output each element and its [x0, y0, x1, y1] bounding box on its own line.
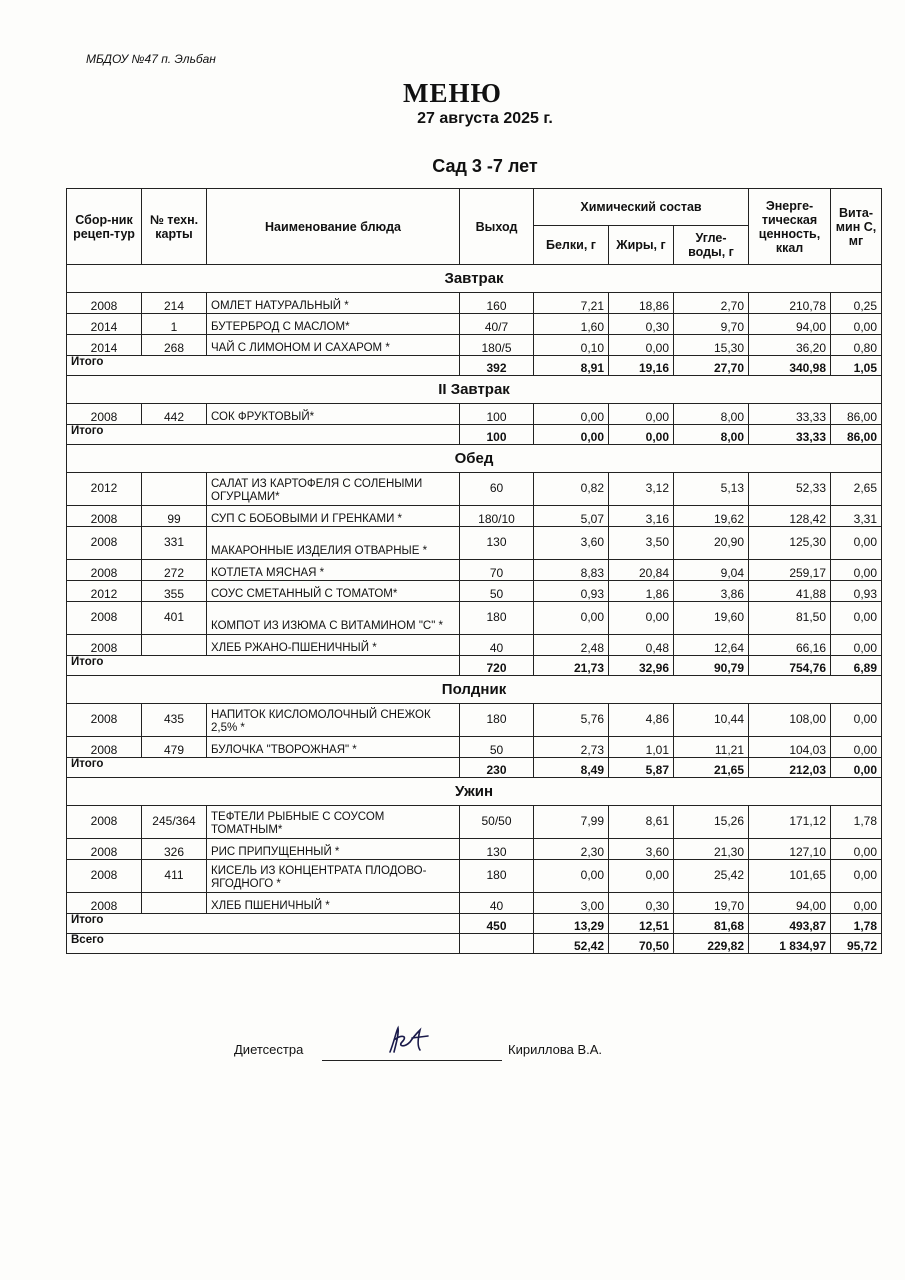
total-output: 392	[460, 356, 534, 376]
recipe-collection: 2008	[67, 893, 142, 914]
section-title: Завтрак	[67, 265, 882, 293]
portion-output: 160	[460, 293, 534, 314]
carbs-value: 2,70	[674, 293, 749, 314]
section-header-row	[67, 376, 882, 404]
protein-value: 0,10	[534, 335, 609, 356]
tech-card-number: 479	[142, 737, 207, 758]
fat-value: 0,30	[609, 314, 674, 335]
energy-value: 259,17	[749, 560, 831, 581]
vitamin-c-value: 0,00	[831, 704, 882, 737]
portion-output: 180/10	[460, 506, 534, 527]
header-collection: Сбор-ник рецеп-тур	[67, 189, 142, 265]
total-carbs: 27,70	[674, 356, 749, 376]
header-carbs: Угле-воды, г	[674, 226, 749, 265]
dish-name: КОМПОТ ИЗ ИЗЮМА С ВИТАМИНОМ "С" *	[207, 602, 460, 635]
protein-value: 5,76	[534, 704, 609, 737]
energy-value: 127,10	[749, 839, 831, 860]
dish-name: МАКАРОННЫЕ ИЗДЕЛИЯ ОТВАРНЫЕ *	[207, 527, 460, 560]
grand-total-fat: 70,50	[609, 934, 674, 954]
total-carbs: 81,68	[674, 914, 749, 934]
carbs-value: 20,90	[674, 527, 749, 560]
fat-value: 3,16	[609, 506, 674, 527]
tech-card-number: 326	[142, 839, 207, 860]
vitamin-c-value: 86,00	[831, 404, 882, 425]
tech-card-number: 245/364	[142, 806, 207, 839]
fat-value: 0,48	[609, 635, 674, 656]
carbs-value: 19,70	[674, 893, 749, 914]
tech-card-number: 1	[142, 314, 207, 335]
protein-value: 0,82	[534, 473, 609, 506]
protein-value: 2,73	[534, 737, 609, 758]
energy-value: 66,16	[749, 635, 831, 656]
carbs-value: 9,70	[674, 314, 749, 335]
table-row	[67, 404, 882, 425]
table-row	[67, 635, 882, 656]
total-label: Итого	[67, 356, 460, 376]
portion-output: 180	[460, 602, 534, 635]
section-header-row	[67, 778, 882, 806]
grand-total-protein: 52,42	[534, 934, 609, 954]
protein-value: 1,60	[534, 314, 609, 335]
recipe-collection: 2008	[67, 839, 142, 860]
dish-name: ХЛЕБ РЖАНО-ПШЕНИЧНЫЙ *	[207, 635, 460, 656]
energy-value: 36,20	[749, 335, 831, 356]
protein-value: 3,60	[534, 527, 609, 560]
portion-output: 50	[460, 581, 534, 602]
total-fat: 5,87	[609, 758, 674, 778]
portion-output: 50	[460, 737, 534, 758]
portion-output: 130	[460, 527, 534, 560]
section-title: Полдник	[67, 676, 882, 704]
fat-value: 0,00	[609, 335, 674, 356]
vitamin-c-value: 0,00	[831, 893, 882, 914]
menu-table	[66, 188, 882, 954]
fat-value: 0,30	[609, 893, 674, 914]
carbs-value: 25,42	[674, 860, 749, 893]
total-vitamin-c: 0,00	[831, 758, 882, 778]
grand-total-row	[67, 934, 882, 954]
energy-value: 210,78	[749, 293, 831, 314]
grand-total-carbs: 229,82	[674, 934, 749, 954]
vitamin-c-value: 0,00	[831, 860, 882, 893]
portion-output: 100	[460, 404, 534, 425]
recipe-collection: 2008	[67, 560, 142, 581]
vitamin-c-value: 0,00	[831, 560, 882, 581]
tech-card-number: 411	[142, 860, 207, 893]
energy-value: 94,00	[749, 893, 831, 914]
signature-name: Кириллова В.А.	[508, 1042, 603, 1057]
carbs-value: 11,21	[674, 737, 749, 758]
section-title: Ужин	[67, 778, 882, 806]
menu-body	[67, 265, 882, 954]
total-protein: 8,49	[534, 758, 609, 778]
handwritten-signature	[384, 1024, 434, 1058]
vitamin-c-value: 0,25	[831, 293, 882, 314]
fat-value: 3,50	[609, 527, 674, 560]
section-title: II Завтрак	[67, 376, 882, 404]
total-energy: 212,03	[749, 758, 831, 778]
grand-total-energy: 1 834,97	[749, 934, 831, 954]
table-row	[67, 860, 882, 893]
protein-value: 7,99	[534, 806, 609, 839]
section-header-row	[67, 676, 882, 704]
total-fat: 19,16	[609, 356, 674, 376]
tech-card-number	[142, 635, 207, 656]
dish-name: СОК ФРУКТОВЫЙ*	[207, 404, 460, 425]
fat-value: 8,61	[609, 806, 674, 839]
recipe-collection: 2008	[67, 506, 142, 527]
vitamin-c-value: 0,00	[831, 527, 882, 560]
recipe-collection: 2008	[67, 635, 142, 656]
age-group: Сад 3 -7 лет	[432, 156, 538, 176]
header-fat: Жиры, г	[609, 226, 674, 265]
carbs-value: 10,44	[674, 704, 749, 737]
total-protein: 8,91	[534, 356, 609, 376]
protein-value: 5,07	[534, 506, 609, 527]
signature-label: Диетсестра	[234, 1042, 304, 1057]
total-output: 720	[460, 656, 534, 676]
header-card: № техн. карты	[142, 189, 207, 265]
vitamin-c-value: 0,80	[831, 335, 882, 356]
recipe-collection: 2014	[67, 335, 142, 356]
table-row	[67, 602, 882, 635]
table-row	[67, 704, 882, 737]
carbs-value: 15,30	[674, 335, 749, 356]
portion-output: 50/50	[460, 806, 534, 839]
dish-name: КИСЕЛЬ ИЗ КОНЦЕНТРАТА ПЛОДОВО-ЯГОДНОГО *	[207, 860, 460, 893]
protein-value: 0,93	[534, 581, 609, 602]
portion-output: 180	[460, 704, 534, 737]
dish-name: ХЛЕБ ПШЕНИЧНЫЙ *	[207, 893, 460, 914]
tech-card-number: 435	[142, 704, 207, 737]
energy-value: 52,33	[749, 473, 831, 506]
carbs-value: 19,62	[674, 506, 749, 527]
total-label: Итого	[67, 914, 460, 934]
dish-name: СУП С БОБОВЫМИ И ГРЕНКАМИ *	[207, 506, 460, 527]
total-output: 100	[460, 425, 534, 445]
total-protein: 21,73	[534, 656, 609, 676]
fat-value: 3,60	[609, 839, 674, 860]
energy-value: 104,03	[749, 737, 831, 758]
dish-name: ЧАЙ С ЛИМОНОМ И САХАРОМ *	[207, 335, 460, 356]
section-total-row	[67, 425, 882, 445]
recipe-collection: 2012	[67, 473, 142, 506]
tech-card-number: 355	[142, 581, 207, 602]
section-title: Обед	[67, 445, 882, 473]
fat-value: 4,86	[609, 704, 674, 737]
dish-name: БУТЕРБРОД С МАСЛОМ*	[207, 314, 460, 335]
vitamin-c-value: 2,65	[831, 473, 882, 506]
recipe-collection: 2008	[67, 293, 142, 314]
vitamin-c-value: 0,00	[831, 314, 882, 335]
section-total-row	[67, 356, 882, 376]
recipe-collection: 2008	[67, 860, 142, 893]
fat-value: 1,86	[609, 581, 674, 602]
total-vitamin-c: 86,00	[831, 425, 882, 445]
portion-output: 70	[460, 560, 534, 581]
protein-value: 3,00	[534, 893, 609, 914]
fat-value: 1,01	[609, 737, 674, 758]
header-dish: Наименование блюда	[207, 189, 460, 265]
total-fat: 32,96	[609, 656, 674, 676]
tech-card-number: 401	[142, 602, 207, 635]
tech-card-number	[142, 893, 207, 914]
total-label: Итого	[67, 656, 460, 676]
table-row	[67, 737, 882, 758]
carbs-value: 5,13	[674, 473, 749, 506]
energy-value: 101,65	[749, 860, 831, 893]
carbs-value: 3,86	[674, 581, 749, 602]
table-row	[67, 527, 882, 560]
table-row	[67, 506, 882, 527]
protein-value: 0,00	[534, 602, 609, 635]
vitamin-c-value: 0,00	[831, 737, 882, 758]
recipe-collection: 2008	[67, 602, 142, 635]
total-vitamin-c: 1,05	[831, 356, 882, 376]
recipe-collection: 2008	[67, 737, 142, 758]
total-protein: 0,00	[534, 425, 609, 445]
signature-line	[322, 1060, 502, 1061]
grand-total-vitamin-c: 95,72	[831, 934, 882, 954]
fat-value: 0,00	[609, 860, 674, 893]
portion-output: 180/5	[460, 335, 534, 356]
dish-name: НАПИТОК КИСЛОМОЛОЧНЫЙ СНЕЖОК 2,5% *	[207, 704, 460, 737]
energy-value: 41,88	[749, 581, 831, 602]
energy-value: 33,33	[749, 404, 831, 425]
table-row	[67, 581, 882, 602]
section-header-row	[67, 445, 882, 473]
tech-card-number: 331	[142, 527, 207, 560]
portion-output: 40	[460, 893, 534, 914]
carbs-value: 9,04	[674, 560, 749, 581]
recipe-collection: 2014	[67, 314, 142, 335]
protein-value: 8,83	[534, 560, 609, 581]
dish-name: КОТЛЕТА МЯСНАЯ *	[207, 560, 460, 581]
protein-value: 2,30	[534, 839, 609, 860]
recipe-collection: 2008	[67, 704, 142, 737]
fat-value: 0,00	[609, 404, 674, 425]
dish-name: РИС ПРИПУЩЕННЫЙ *	[207, 839, 460, 860]
table-row	[67, 839, 882, 860]
header-energy: Энерге-тическая ценность, ккал	[749, 189, 831, 265]
total-protein: 13,29	[534, 914, 609, 934]
total-vitamin-c: 6,89	[831, 656, 882, 676]
carbs-value: 15,26	[674, 806, 749, 839]
recipe-collection: 2008	[67, 527, 142, 560]
protein-value: 0,00	[534, 404, 609, 425]
section-total-row	[67, 758, 882, 778]
dish-name: БУЛОЧКА "ТВОРОЖНАЯ" *	[207, 737, 460, 758]
tech-card-number: 268	[142, 335, 207, 356]
header-protein: Белки, г	[534, 226, 609, 265]
fat-value: 0,00	[609, 602, 674, 635]
portion-output: 40/7	[460, 314, 534, 335]
carbs-value: 19,60	[674, 602, 749, 635]
total-energy: 340,98	[749, 356, 831, 376]
total-energy: 33,33	[749, 425, 831, 445]
section-header-row	[67, 265, 882, 293]
vitamin-c-value: 0,93	[831, 581, 882, 602]
vitamin-c-value: 0,00	[831, 839, 882, 860]
page-title: МЕНЮ	[403, 78, 502, 108]
portion-output: 130	[460, 839, 534, 860]
tech-card-number: 99	[142, 506, 207, 527]
energy-value: 125,30	[749, 527, 831, 560]
total-energy: 754,76	[749, 656, 831, 676]
portion-output: 60	[460, 473, 534, 506]
tech-card-number	[142, 473, 207, 506]
total-carbs: 8,00	[674, 425, 749, 445]
table-row	[67, 560, 882, 581]
recipe-collection: 2008	[67, 806, 142, 839]
table-row	[67, 893, 882, 914]
header-output: Выход	[460, 189, 534, 265]
header-chemical: Химический состав	[534, 189, 749, 226]
protein-value: 0,00	[534, 860, 609, 893]
recipe-collection: 2012	[67, 581, 142, 602]
header-vitamin-c: Вита-мин С, мг	[831, 189, 882, 265]
tech-card-number: 442	[142, 404, 207, 425]
protein-value: 2,48	[534, 635, 609, 656]
energy-value: 128,42	[749, 506, 831, 527]
total-label: Итого	[67, 758, 460, 778]
table-row	[67, 473, 882, 506]
section-total-row	[67, 656, 882, 676]
total-fat: 12,51	[609, 914, 674, 934]
protein-value: 7,21	[534, 293, 609, 314]
table-row	[67, 335, 882, 356]
fat-value: 3,12	[609, 473, 674, 506]
tech-card-number: 214	[142, 293, 207, 314]
total-carbs: 90,79	[674, 656, 749, 676]
table-row	[67, 314, 882, 335]
dish-name: СОУС СМЕТАННЫЙ С ТОМАТОМ*	[207, 581, 460, 602]
dish-name: ОМЛЕТ НАТУРАЛЬНЫЙ *	[207, 293, 460, 314]
portion-output: 180	[460, 860, 534, 893]
menu-date: 27 августа 2025 г.	[417, 110, 553, 127]
total-carbs: 21,65	[674, 758, 749, 778]
section-total-row	[67, 914, 882, 934]
carbs-value: 12,64	[674, 635, 749, 656]
vitamin-c-value: 3,31	[831, 506, 882, 527]
energy-value: 81,50	[749, 602, 831, 635]
total-fat: 0,00	[609, 425, 674, 445]
energy-value: 171,12	[749, 806, 831, 839]
organization-name: МБДОУ №47 п. Эльбан	[86, 52, 216, 66]
tech-card-number: 272	[142, 560, 207, 581]
carbs-value: 8,00	[674, 404, 749, 425]
energy-value: 94,00	[749, 314, 831, 335]
portion-output: 40	[460, 635, 534, 656]
dish-name: САЛАТ ИЗ КАРТОФЕЛЯ С СОЛЕНЫМИ ОГУРЦАМИ*	[207, 473, 460, 506]
fat-value: 18,86	[609, 293, 674, 314]
total-label: Итого	[67, 425, 460, 445]
energy-value: 108,00	[749, 704, 831, 737]
table-row	[67, 806, 882, 839]
grand-total-label: Всего	[67, 934, 460, 954]
fat-value: 20,84	[609, 560, 674, 581]
total-output: 450	[460, 914, 534, 934]
grand-total-output	[460, 934, 534, 954]
total-vitamin-c: 1,78	[831, 914, 882, 934]
vitamin-c-value: 0,00	[831, 602, 882, 635]
dish-name: ТЕФТЕЛИ РЫБНЫЕ С СОУСОМ ТОМАТНЫМ*	[207, 806, 460, 839]
total-output: 230	[460, 758, 534, 778]
recipe-collection: 2008	[67, 404, 142, 425]
vitamin-c-value: 1,78	[831, 806, 882, 839]
table-row	[67, 293, 882, 314]
total-energy: 493,87	[749, 914, 831, 934]
carbs-value: 21,30	[674, 839, 749, 860]
vitamin-c-value: 0,00	[831, 635, 882, 656]
